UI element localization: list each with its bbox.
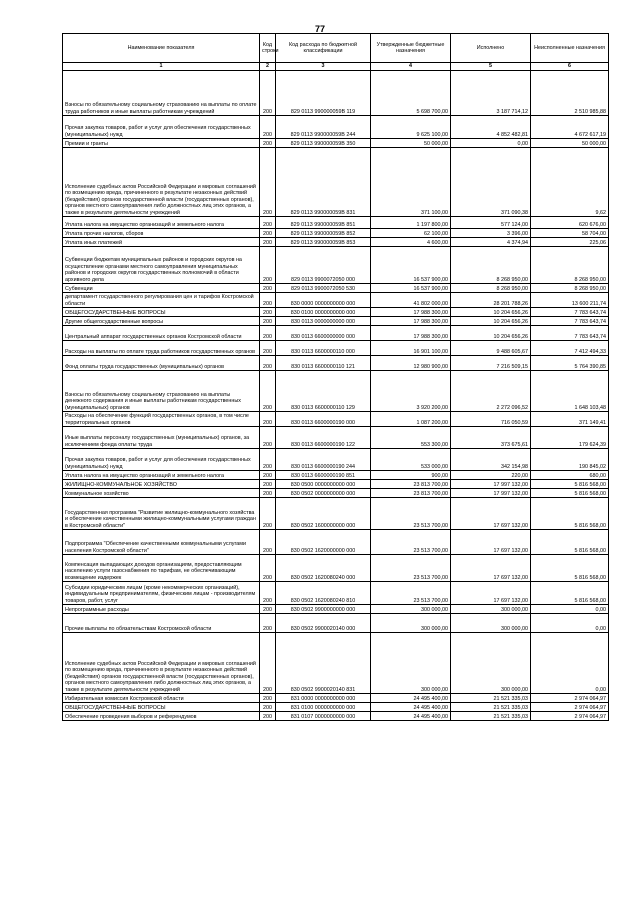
- row-budget-code: 830 0500 0000000000 000: [276, 480, 371, 489]
- table-row: [63, 371, 609, 412]
- row-name: Коммунальное хозяйство: [63, 489, 260, 498]
- row-approved: 17 988 300,00: [371, 308, 451, 317]
- row-approved: 900,00: [371, 471, 451, 480]
- row-unexecuted: 58 704,00: [531, 229, 609, 238]
- table-row: [63, 229, 609, 238]
- row-budget-code: 830 0113 6600000000 000: [276, 326, 371, 341]
- row-name: Прочие выплаты по обязательствам Костромской области: [63, 614, 260, 633]
- row-approved: 24 495 400,00: [371, 712, 451, 721]
- row-code: 200: [260, 308, 276, 317]
- row-budget-code: 829 0113 990000059В 244: [276, 116, 371, 139]
- row-budget-code: 830 0113 6600000110 129: [276, 371, 371, 412]
- row-executed: 8 268 950,00: [451, 284, 531, 293]
- row-executed: 17 697 132,00: [451, 530, 531, 555]
- row-approved: 16 901 100,00: [371, 341, 451, 356]
- column-number: 4: [371, 63, 451, 71]
- column-number-row: [63, 63, 609, 71]
- row-unexecuted: 5 816 568,00: [531, 530, 609, 555]
- table-body: [63, 71, 609, 721]
- column-number: 3: [276, 63, 371, 71]
- table-row: [63, 116, 609, 139]
- row-unexecuted: 5 816 568,00: [531, 498, 609, 530]
- row-executed: 0,00: [451, 139, 531, 148]
- table-row: [63, 427, 609, 449]
- table-row: [63, 148, 609, 217]
- row-budget-code: 830 0502 0000000000 000: [276, 489, 371, 498]
- row-executed: 371 090,38: [451, 148, 531, 217]
- row-approved: 23 513 700,00: [371, 582, 451, 605]
- row-budget-code: 830 0502 1620080240 810: [276, 582, 371, 605]
- row-name: ОБЩЕГОСУДАРСТВЕННЫЕ ВОПРОСЫ: [63, 703, 260, 712]
- table-row: [63, 71, 609, 116]
- row-budget-code: 831 0000 0000000000 000: [276, 694, 371, 703]
- row-budget-code: 830 0113 6600000110 121: [276, 356, 371, 371]
- row-unexecuted: 179 624,39: [531, 427, 609, 449]
- header-indicator-name: Наименование показателя: [63, 34, 260, 63]
- row-code: 200: [260, 71, 276, 116]
- row-code: 200: [260, 148, 276, 217]
- row-unexecuted: 2 974 064,97: [531, 703, 609, 712]
- table-row: [63, 489, 609, 498]
- row-name: Центральный аппарат государственных органов Костромской области: [63, 326, 260, 341]
- row-code: 200: [260, 633, 276, 694]
- table-row: [63, 356, 609, 371]
- table-row: [63, 139, 609, 148]
- row-code: 200: [260, 356, 276, 371]
- row-code: 200: [260, 555, 276, 582]
- row-code: 200: [260, 317, 276, 326]
- table-row: [63, 326, 609, 341]
- row-unexecuted: 5 816 568,00: [531, 480, 609, 489]
- row-code: 200: [260, 412, 276, 427]
- header-row-code: Код строки: [260, 34, 276, 63]
- row-budget-code: 831 0107 0000000000 000: [276, 712, 371, 721]
- row-approved: 371 100,00: [371, 148, 451, 217]
- row-name: Расходы на выплаты по оплате труда работников государственных органов: [63, 341, 260, 356]
- row-approved: 23 513 700,00: [371, 498, 451, 530]
- row-budget-code: 829 0113 9900072050 000: [276, 247, 371, 284]
- row-approved: 4 600,00: [371, 238, 451, 247]
- table-row: [63, 308, 609, 317]
- table-row: [63, 530, 609, 555]
- row-executed: 300 000,00: [451, 633, 531, 694]
- row-budget-code: 829 0113 990000059В 851: [276, 217, 371, 229]
- row-code: 200: [260, 489, 276, 498]
- row-name: Уплата иных платежей: [63, 238, 260, 247]
- row-unexecuted: 1 648 103,48: [531, 371, 609, 412]
- row-unexecuted: 8 268 950,00: [531, 247, 609, 284]
- row-name: Компенсация выпадающих доходов организациям, предоставляющим населению услуги газоснабжения по тарифам, не обеспечивающим возмещение издержек: [63, 555, 260, 582]
- row-name: Подпрограмма "Обеспечение качественными коммунальными услугами населения Костромской области": [63, 530, 260, 555]
- page-number: 77: [314, 24, 325, 34]
- row-budget-code: 829 0113 990000059В 853: [276, 238, 371, 247]
- table-row: [63, 317, 609, 326]
- row-approved: 3 920 200,00: [371, 371, 451, 412]
- table-row: [63, 480, 609, 489]
- row-budget-code: 830 0113 6600000190 122: [276, 427, 371, 449]
- row-name: ЖИЛИЩНО-КОММУНАЛЬНОЕ ХОЗЯЙСТВО: [63, 480, 260, 489]
- row-unexecuted: 2 974 064,97: [531, 694, 609, 703]
- row-code: 200: [260, 341, 276, 356]
- row-name: Избирательная комиссия Костромской области: [63, 694, 260, 703]
- row-approved: 23 813 700,00: [371, 489, 451, 498]
- row-code: 200: [260, 614, 276, 633]
- row-name: Исполнение судебных актов Российской Федерации и мировых соглашений по возмещению вреда, причиненного в результате незаконных действий (бездействия) органов государственной власти (государственных органов), органов местного самоуправления либо должностных лиц этих органов, а также в результате деятельности учреждений: [63, 633, 260, 694]
- row-code: 200: [260, 449, 276, 471]
- row-executed: 2 272 096,52: [451, 371, 531, 412]
- table-row: [63, 284, 609, 293]
- row-executed: 3 187 714,12: [451, 71, 531, 116]
- row-approved: 24 495 400,00: [371, 694, 451, 703]
- row-name: Прочая закупка товаров, работ и услуг для обеспечения государственных (муниципальных) нужд: [63, 116, 260, 139]
- row-executed: 4 852 482,81: [451, 116, 531, 139]
- row-unexecuted: 5 816 568,00: [531, 555, 609, 582]
- row-unexecuted: 13 600 211,74: [531, 293, 609, 308]
- row-name: Расходы на обеспечение функций государственных органов, в том числе территориальных органов: [63, 412, 260, 427]
- row-approved: 23 813 700,00: [371, 480, 451, 489]
- row-code: 200: [260, 139, 276, 148]
- table-row: [63, 412, 609, 427]
- row-budget-code: 830 0000 0000000000 000: [276, 293, 371, 308]
- table-row: [63, 238, 609, 247]
- row-approved: 16 537 900,00: [371, 284, 451, 293]
- row-name: Иные выплаты персоналу государственных (муниципальных) органов, за исключением фонда оплаты труда: [63, 427, 260, 449]
- row-code: 200: [260, 293, 276, 308]
- row-executed: 21 521 335,03: [451, 694, 531, 703]
- row-budget-code: 829 0113 990000059В 831: [276, 148, 371, 217]
- row-budget-code: 830 0113 0000000000 000: [276, 317, 371, 326]
- row-code: 200: [260, 471, 276, 480]
- row-executed: 17 997 132,00: [451, 480, 531, 489]
- row-executed: 10 204 656,26: [451, 308, 531, 317]
- row-code: 200: [260, 326, 276, 341]
- row-unexecuted: 8 268 950,00: [531, 284, 609, 293]
- row-executed: 17 697 132,00: [451, 498, 531, 530]
- row-code: 200: [260, 582, 276, 605]
- row-unexecuted: 5 816 568,00: [531, 582, 609, 605]
- row-approved: 300 000,00: [371, 614, 451, 633]
- table-row: [63, 217, 609, 229]
- row-unexecuted: 7 783 643,74: [531, 326, 609, 341]
- header-budget-code: Код расхода по бюджетной классификации: [276, 34, 371, 63]
- table-row: [63, 247, 609, 284]
- row-unexecuted: 9,62: [531, 148, 609, 217]
- row-executed: 373 675,61: [451, 427, 531, 449]
- row-code: 200: [260, 480, 276, 489]
- row-approved: 12 980 900,00: [371, 356, 451, 371]
- row-executed: 4 374,94: [451, 238, 531, 247]
- table-row: [63, 694, 609, 703]
- row-approved: 62 100,00: [371, 229, 451, 238]
- row-unexecuted: 5 816 568,00: [531, 489, 609, 498]
- row-approved: 533 000,00: [371, 449, 451, 471]
- row-approved: 1 087 200,00: [371, 412, 451, 427]
- row-unexecuted: 680,00: [531, 471, 609, 480]
- table-row: [63, 582, 609, 605]
- row-unexecuted: 2 510 985,88: [531, 71, 609, 116]
- row-code: 200: [260, 238, 276, 247]
- row-approved: 23 513 700,00: [371, 530, 451, 555]
- row-unexecuted: 2 974 064,97: [531, 712, 609, 721]
- row-budget-code: 830 0113 6600000190 000: [276, 412, 371, 427]
- row-executed: 17 697 132,00: [451, 582, 531, 605]
- table-row: [63, 703, 609, 712]
- column-number: 6: [531, 63, 609, 71]
- row-name: Исполнение судебных актов Российской Федерации и мировых соглашений по возмещению вреда, причиненного в результате незаконных действий (бездействия) органов государственной власти (государственных органов), органов местного самоуправления либо должностных лиц этих органов, а также в результате деятельности учреждений: [63, 148, 260, 217]
- row-name: Уплата прочих налогов, сборов: [63, 229, 260, 238]
- row-budget-code: 830 0113 6600000110 000: [276, 341, 371, 356]
- column-number: 5: [451, 63, 531, 71]
- row-name: Другие общегосударственные вопросы: [63, 317, 260, 326]
- row-executed: 716 050,59: [451, 412, 531, 427]
- row-executed: 17 697 132,00: [451, 555, 531, 582]
- row-code: 200: [260, 229, 276, 238]
- row-budget-code: 829 0113 990000059В 119: [276, 71, 371, 116]
- row-executed: 220,00: [451, 471, 531, 480]
- table-row: [63, 633, 609, 694]
- budget-execution-table: [62, 33, 609, 721]
- row-code: 200: [260, 498, 276, 530]
- row-code: 200: [260, 605, 276, 614]
- row-approved: 24 495 400,00: [371, 703, 451, 712]
- row-code: 200: [260, 371, 276, 412]
- row-name: Прочая закупка товаров, работ и услуг для обеспечения государственных (муниципальных) нужд: [63, 449, 260, 471]
- row-name: Субвенции бюджетам муниципальных районов и городских округов на осуществление органами местного самоуправления муниципальных районов и городских округов государственных полномочий в области архивного дела: [63, 247, 260, 284]
- row-unexecuted: 5 764 390,85: [531, 356, 609, 371]
- row-unexecuted: 371 149,41: [531, 412, 609, 427]
- row-budget-code: 830 0502 1620080240 000: [276, 555, 371, 582]
- row-budget-code: 829 0113 990000059В 852: [276, 229, 371, 238]
- row-name: Непрограммные расходы: [63, 605, 260, 614]
- row-name: Взносы по обязательному социальному страхованию на выплаты по оплате труда работников и иные выплаты работникам учреждений: [63, 71, 260, 116]
- table-header-row: [63, 34, 609, 63]
- row-name: департамент государственного регулирования цен и тарифов Костромской области: [63, 293, 260, 308]
- row-executed: 342 154,98: [451, 449, 531, 471]
- row-name: ОБЩЕГОСУДАРСТВЕННЫЕ ВОПРОСЫ: [63, 308, 260, 317]
- row-budget-code: 830 0502 1600000000 000: [276, 498, 371, 530]
- row-name: Субсидии юридическим лицам (кроме некоммерческих организаций), индивидуальным предпринимателям, физическим лицам - производителям товаров, работ, услуг: [63, 582, 260, 605]
- column-number: 1: [63, 63, 260, 71]
- row-code: 200: [260, 284, 276, 293]
- row-code: 200: [260, 427, 276, 449]
- table-row: [63, 614, 609, 633]
- row-budget-code: 830 0502 9900020140 000: [276, 614, 371, 633]
- row-name: Обеспечение проведения выборов и референдумов: [63, 712, 260, 721]
- row-unexecuted: 7 783 643,74: [531, 308, 609, 317]
- row-executed: 28 201 788,26: [451, 293, 531, 308]
- row-unexecuted: 0,00: [531, 605, 609, 614]
- row-approved: 300 000,00: [371, 605, 451, 614]
- row-budget-code: 830 0113 6600000190 244: [276, 449, 371, 471]
- row-executed: 17 997 132,00: [451, 489, 531, 498]
- table-row: [63, 293, 609, 308]
- row-unexecuted: 225,06: [531, 238, 609, 247]
- table-row: [63, 341, 609, 356]
- row-code: 200: [260, 116, 276, 139]
- row-approved: 17 988 300,00: [371, 317, 451, 326]
- row-budget-code: 830 0502 9900020140 831: [276, 633, 371, 694]
- row-unexecuted: 0,00: [531, 633, 609, 694]
- row-approved: 300 000,00: [371, 633, 451, 694]
- row-budget-code: 831 0100 0000000000 000: [276, 703, 371, 712]
- table-row: [63, 498, 609, 530]
- row-approved: 17 988 300,00: [371, 326, 451, 341]
- row-unexecuted: 7 783 643,74: [531, 317, 609, 326]
- row-budget-code: 829 0113 990000059В 350: [276, 139, 371, 148]
- row-executed: 10 204 656,26: [451, 326, 531, 341]
- row-unexecuted: 4 672 617,19: [531, 116, 609, 139]
- row-code: 200: [260, 694, 276, 703]
- row-unexecuted: 0,00: [531, 614, 609, 633]
- row-executed: 3 396,00: [451, 229, 531, 238]
- table-row: [63, 712, 609, 721]
- row-executed: 300 000,00: [451, 605, 531, 614]
- row-executed: 300 000,00: [451, 614, 531, 633]
- row-executed: 21 521 335,03: [451, 712, 531, 721]
- row-name: Взносы по обязательному социальному страхованию на выплаты денежного содержания и иные выплаты работникам государственных (муниципальных) органов: [63, 371, 260, 412]
- row-executed: 10 204 656,26: [451, 317, 531, 326]
- table-row: [63, 471, 609, 480]
- row-approved: 50 000,00: [371, 139, 451, 148]
- row-approved: 16 537 900,00: [371, 247, 451, 284]
- row-budget-code: 830 0502 9900000000 000: [276, 605, 371, 614]
- row-budget-code: 830 0100 0000000000 000: [276, 308, 371, 317]
- table-row: [63, 555, 609, 582]
- row-name: Субвенции: [63, 284, 260, 293]
- row-approved: 5 698 700,00: [371, 71, 451, 116]
- row-code: 200: [260, 712, 276, 721]
- row-unexecuted: 50 000,00: [531, 139, 609, 148]
- row-code: 200: [260, 217, 276, 229]
- row-executed: 8 268 950,00: [451, 247, 531, 284]
- row-budget-code: 830 0502 1620000000 000: [276, 530, 371, 555]
- row-unexecuted: 190 845,02: [531, 449, 609, 471]
- row-code: 200: [260, 530, 276, 555]
- row-executed: 21 521 335,03: [451, 703, 531, 712]
- table-row: [63, 605, 609, 614]
- header-approved: Утвержденные бюджетные назначения: [371, 34, 451, 63]
- header-executed: Исполнено: [451, 34, 531, 63]
- row-executed: 9 488 605,67: [451, 341, 531, 356]
- row-executed: 7 216 509,15: [451, 356, 531, 371]
- table-row: [63, 449, 609, 471]
- row-executed: 577 124,00: [451, 217, 531, 229]
- row-name: Премии и гранты: [63, 139, 260, 148]
- row-budget-code: 830 0113 6600000190 851: [276, 471, 371, 480]
- row-unexecuted: 620 676,00: [531, 217, 609, 229]
- row-name: Государственная программа "Развитие жилищно-коммунального хозяйства и обеспечение качественными жилищно-коммунальными услугами граждан в Костромской области": [63, 498, 260, 530]
- row-code: 200: [260, 247, 276, 284]
- row-approved: 23 513 700,00: [371, 555, 451, 582]
- row-name: Уплата налога на имущество организаций и земельного налога: [63, 471, 260, 480]
- row-approved: 9 625 100,00: [371, 116, 451, 139]
- row-name: Уплата налога на имущество организаций и земельного налога: [63, 217, 260, 229]
- row-code: 200: [260, 703, 276, 712]
- row-approved: 41 802 000,00: [371, 293, 451, 308]
- row-unexecuted: 7 412 494,33: [531, 341, 609, 356]
- row-approved: 553 300,00: [371, 427, 451, 449]
- row-approved: 1 197 800,00: [371, 217, 451, 229]
- row-name: Фонд оплаты труда государственных (муниципальных) органов: [63, 356, 260, 371]
- header-unexecuted: Неисполненные назначения: [531, 34, 609, 63]
- row-budget-code: 829 0113 9900072050 530: [276, 284, 371, 293]
- column-number: 2: [260, 63, 276, 71]
